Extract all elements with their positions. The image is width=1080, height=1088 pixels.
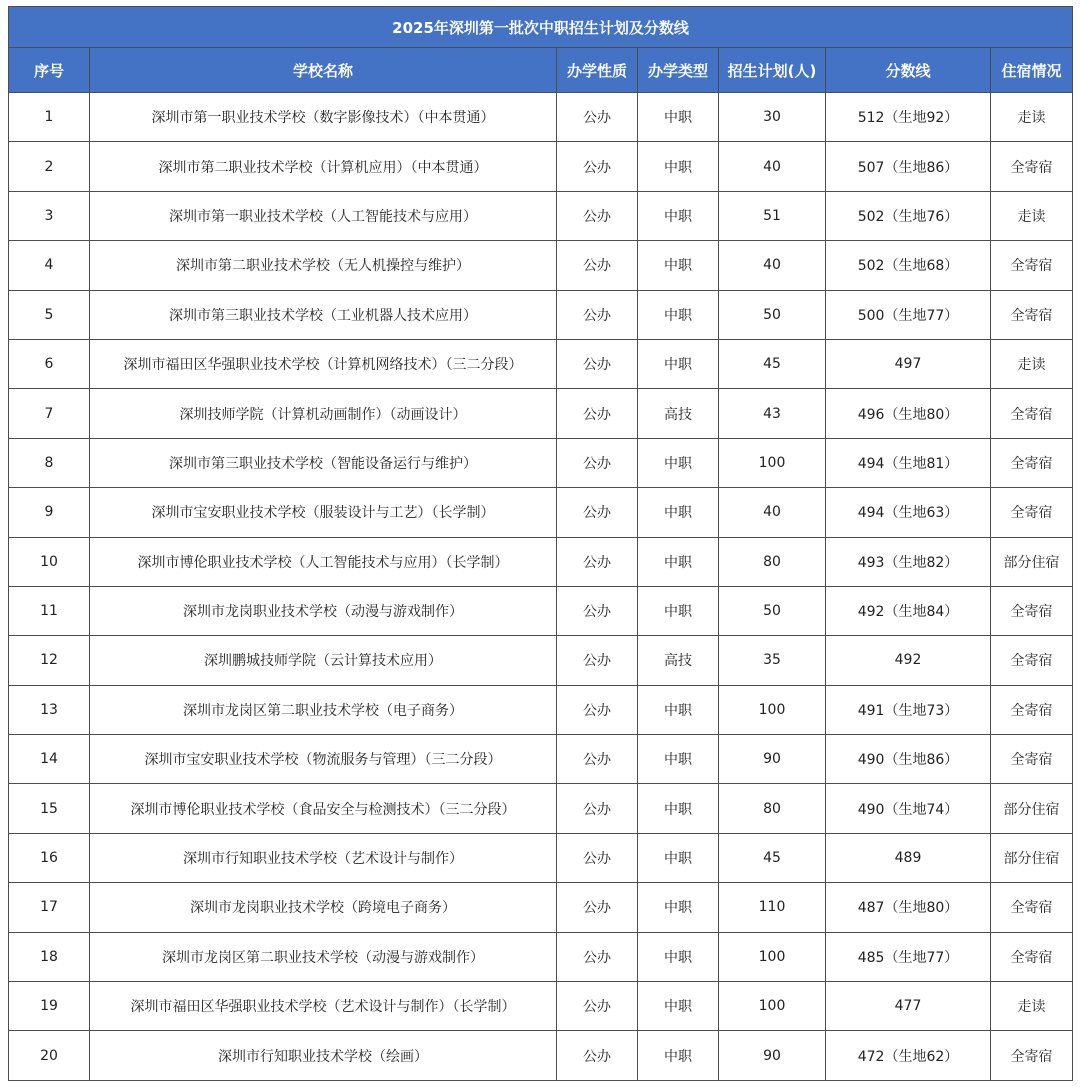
- cell-score: 502（生地76）: [826, 191, 991, 240]
- cell-nature: 公办: [557, 488, 638, 537]
- cell-plan: 40: [719, 241, 826, 290]
- cell-lodging: 全寄宿: [991, 488, 1073, 537]
- cell-school: 深圳市博伦职业技术学校（人工智能技术与应用）（长学制）: [90, 537, 557, 586]
- table-row: [9, 932, 1073, 981]
- cell-school: 深圳市第三职业技术学校（智能设备运行与维护）: [90, 438, 557, 487]
- cell-nature: 公办: [557, 784, 638, 833]
- table-row: [9, 982, 1073, 1031]
- table-row: [9, 685, 1073, 734]
- cell-school: 深圳市宝安职业技术学校（服装设计与工艺）（长学制）: [90, 488, 557, 537]
- cell-score: 489: [826, 833, 991, 882]
- cell-lodging: 走读: [991, 339, 1073, 388]
- cell-school: 深圳市福田区华强职业技术学校（计算机网络技术）（三二分段）: [90, 339, 557, 388]
- cell-score: 507（生地86）: [826, 142, 991, 191]
- cell-nature: 公办: [557, 389, 638, 438]
- cell-school: 深圳市第一职业技术学校（数字影像技术）（中本贯通）: [90, 93, 557, 142]
- table-row: [9, 389, 1073, 438]
- cell-type: 中职: [638, 241, 719, 290]
- cell-type: 中职: [638, 438, 719, 487]
- cell-index: 11: [9, 586, 90, 635]
- cell-type: 中职: [638, 735, 719, 784]
- table-row: [9, 191, 1073, 240]
- cell-plan: 90: [719, 1031, 826, 1080]
- header-type: 办学类型: [638, 48, 719, 93]
- cell-plan: 50: [719, 586, 826, 635]
- cell-score: 494（生地63）: [826, 488, 991, 537]
- cell-score: 492: [826, 636, 991, 685]
- table-title-row: [9, 7, 1073, 48]
- cell-lodging: 走读: [991, 93, 1073, 142]
- cell-nature: 公办: [557, 735, 638, 784]
- score-table-container: [8, 6, 1072, 1081]
- cell-index: 4: [9, 241, 90, 290]
- cell-plan: 100: [719, 932, 826, 981]
- header-nature: 办学性质: [557, 48, 638, 93]
- table-row: [9, 833, 1073, 882]
- cell-nature: 公办: [557, 685, 638, 734]
- cell-lodging: 部分住宿: [991, 537, 1073, 586]
- cell-score: 485（生地77）: [826, 932, 991, 981]
- cell-lodging: 全寄宿: [991, 685, 1073, 734]
- table-row: [9, 142, 1073, 191]
- cell-school: 深圳鹏城技师学院（云计算技术应用）: [90, 636, 557, 685]
- cell-lodging: 走读: [991, 982, 1073, 1031]
- cell-score: 500（生地77）: [826, 290, 991, 339]
- cell-index: 6: [9, 339, 90, 388]
- cell-plan: 30: [719, 93, 826, 142]
- cell-score: 487（生地80）: [826, 883, 991, 932]
- cell-plan: 45: [719, 833, 826, 882]
- cell-nature: 公办: [557, 537, 638, 586]
- cell-school: 深圳市第二职业技术学校（无人机操控与维护）: [90, 241, 557, 290]
- cell-nature: 公办: [557, 586, 638, 635]
- table-title: 2025年深圳第一批次中职招生计划及分数线: [9, 7, 1073, 48]
- table-row: [9, 241, 1073, 290]
- cell-school: 深圳市第二职业技术学校（计算机应用）（中本贯通）: [90, 142, 557, 191]
- cell-lodging: 全寄宿: [991, 1031, 1073, 1080]
- cell-nature: 公办: [557, 241, 638, 290]
- cell-type: 中职: [638, 685, 719, 734]
- table-row: [9, 883, 1073, 932]
- cell-type: 中职: [638, 932, 719, 981]
- cell-index: 12: [9, 636, 90, 685]
- cell-type: 中职: [638, 586, 719, 635]
- cell-plan: 80: [719, 537, 826, 586]
- cell-index: 18: [9, 932, 90, 981]
- cell-lodging: 部分住宿: [991, 833, 1073, 882]
- cell-plan: 45: [719, 339, 826, 388]
- cell-score: 497: [826, 339, 991, 388]
- cell-score: 512（生地92）: [826, 93, 991, 142]
- cell-type: 中职: [638, 784, 719, 833]
- cell-index: 14: [9, 735, 90, 784]
- header-plan: 招生计划(人): [719, 48, 826, 93]
- cell-plan: 100: [719, 982, 826, 1031]
- cell-nature: 公办: [557, 833, 638, 882]
- cell-plan: 40: [719, 142, 826, 191]
- header-lodging: 住宿情况: [991, 48, 1073, 93]
- cell-plan: 80: [719, 784, 826, 833]
- table-row: [9, 636, 1073, 685]
- cell-type: 中职: [638, 339, 719, 388]
- cell-type: 中职: [638, 982, 719, 1031]
- cell-index: 10: [9, 537, 90, 586]
- cell-school: 深圳市龙岗职业技术学校（跨境电子商务）: [90, 883, 557, 932]
- cell-lodging: 部分住宿: [991, 784, 1073, 833]
- cell-school: 深圳市第一职业技术学校（人工智能技术与应用）: [90, 191, 557, 240]
- cell-type: 中职: [638, 191, 719, 240]
- table-row: [9, 784, 1073, 833]
- cell-plan: 40: [719, 488, 826, 537]
- cell-score: 496（生地80）: [826, 389, 991, 438]
- cell-index: 8: [9, 438, 90, 487]
- cell-type: 中职: [638, 488, 719, 537]
- table-row: [9, 586, 1073, 635]
- cell-plan: 43: [719, 389, 826, 438]
- cell-index: 9: [9, 488, 90, 537]
- cell-school: 深圳市龙岗区第二职业技术学校（电子商务）: [90, 685, 557, 734]
- cell-plan: 110: [719, 883, 826, 932]
- cell-school: 深圳市龙岗区第二职业技术学校（动漫与游戏制作）: [90, 932, 557, 981]
- cell-lodging: 全寄宿: [991, 142, 1073, 191]
- table-header-row: [9, 48, 1073, 93]
- cell-lodging: 全寄宿: [991, 290, 1073, 339]
- cell-lodging: 全寄宿: [991, 883, 1073, 932]
- cell-nature: 公办: [557, 438, 638, 487]
- cell-type: 中职: [638, 142, 719, 191]
- table-row: [9, 537, 1073, 586]
- cell-score: 490（生地86）: [826, 735, 991, 784]
- cell-index: 20: [9, 1031, 90, 1080]
- cell-index: 17: [9, 883, 90, 932]
- cell-type: 高技: [638, 389, 719, 438]
- cell-plan: 100: [719, 685, 826, 734]
- table-row: [9, 735, 1073, 784]
- cell-lodging: 全寄宿: [991, 241, 1073, 290]
- table-body: [9, 93, 1073, 1081]
- cell-lodging: 全寄宿: [991, 586, 1073, 635]
- cell-index: 3: [9, 191, 90, 240]
- cell-type: 中职: [638, 833, 719, 882]
- cell-school: 深圳市福田区华强职业技术学校（艺术设计与制作）（长学制）: [90, 982, 557, 1031]
- cell-school: 深圳市龙岗职业技术学校（动漫与游戏制作）: [90, 586, 557, 635]
- cell-score: 493（生地82）: [826, 537, 991, 586]
- cell-nature: 公办: [557, 636, 638, 685]
- cell-lodging: 全寄宿: [991, 735, 1073, 784]
- cell-nature: 公办: [557, 339, 638, 388]
- table-row: [9, 290, 1073, 339]
- table-row: [9, 93, 1073, 142]
- cell-school: 深圳市博伦职业技术学校（食品安全与检测技术）（三二分段）: [90, 784, 557, 833]
- table-row: [9, 438, 1073, 487]
- cell-nature: 公办: [557, 93, 638, 142]
- cell-school: 深圳市行知职业技术学校（艺术设计与制作）: [90, 833, 557, 882]
- header-index: 序号: [9, 48, 90, 93]
- cell-school: 深圳市第三职业技术学校（工业机器人技术应用）: [90, 290, 557, 339]
- cell-score: 494（生地81）: [826, 438, 991, 487]
- cell-type: 高技: [638, 636, 719, 685]
- cell-lodging: 全寄宿: [991, 636, 1073, 685]
- cell-nature: 公办: [557, 191, 638, 240]
- cell-score: 477: [826, 982, 991, 1031]
- cell-lodging: 全寄宿: [991, 389, 1073, 438]
- cell-score: 472（生地62）: [826, 1031, 991, 1080]
- cell-lodging: 全寄宿: [991, 438, 1073, 487]
- cell-nature: 公办: [557, 142, 638, 191]
- cell-index: 15: [9, 784, 90, 833]
- cell-score: 502（生地68）: [826, 241, 991, 290]
- cell-school: 深圳技师学院（计算机动画制作）（动画设计）: [90, 389, 557, 438]
- table-row: [9, 488, 1073, 537]
- cell-nature: 公办: [557, 982, 638, 1031]
- cell-index: 2: [9, 142, 90, 191]
- cell-type: 中职: [638, 883, 719, 932]
- cell-index: 5: [9, 290, 90, 339]
- cell-lodging: 全寄宿: [991, 932, 1073, 981]
- cell-plan: 50: [719, 290, 826, 339]
- cell-plan: 35: [719, 636, 826, 685]
- header-score: 分数线: [826, 48, 991, 93]
- cell-type: 中职: [638, 290, 719, 339]
- cell-type: 中职: [638, 1031, 719, 1080]
- cell-index: 1: [9, 93, 90, 142]
- cell-nature: 公办: [557, 290, 638, 339]
- cell-score: 490（生地74）: [826, 784, 991, 833]
- header-school: 学校名称: [90, 48, 557, 93]
- cell-nature: 公办: [557, 1031, 638, 1080]
- cell-score: 491（生地73）: [826, 685, 991, 734]
- cell-plan: 90: [719, 735, 826, 784]
- cell-nature: 公办: [557, 932, 638, 981]
- cell-nature: 公办: [557, 883, 638, 932]
- cell-school: 深圳市行知职业技术学校（绘画）: [90, 1031, 557, 1080]
- cell-index: 19: [9, 982, 90, 1031]
- cell-plan: 51: [719, 191, 826, 240]
- cell-type: 中职: [638, 537, 719, 586]
- score-table: [8, 6, 1073, 1081]
- cell-index: 13: [9, 685, 90, 734]
- cell-lodging: 走读: [991, 191, 1073, 240]
- table-row: [9, 339, 1073, 388]
- cell-plan: 100: [719, 438, 826, 487]
- cell-type: 中职: [638, 93, 719, 142]
- cell-index: 16: [9, 833, 90, 882]
- cell-index: 7: [9, 389, 90, 438]
- cell-score: 492（生地84）: [826, 586, 991, 635]
- cell-school: 深圳市宝安职业技术学校（物流服务与管理）（三二分段）: [90, 735, 557, 784]
- table-row: [9, 1031, 1073, 1080]
